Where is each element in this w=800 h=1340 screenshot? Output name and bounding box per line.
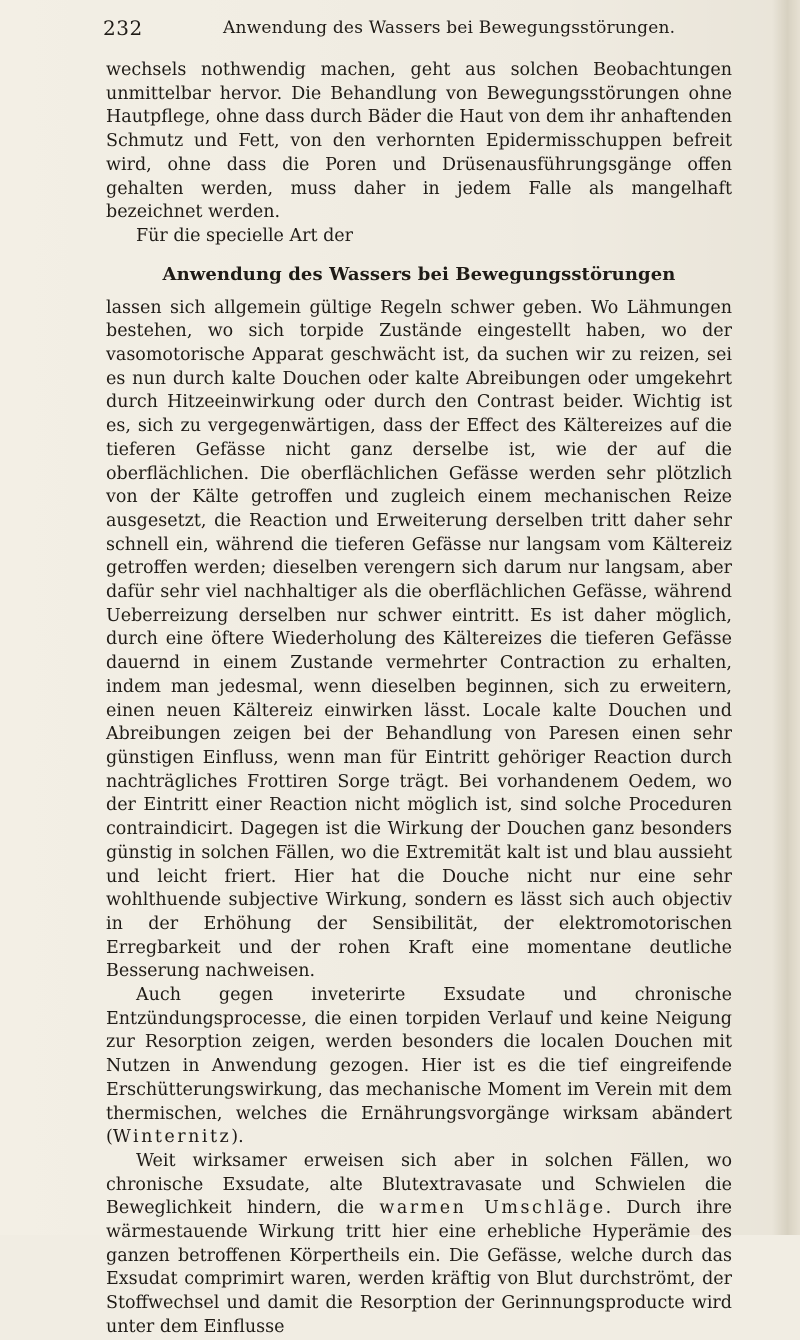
page-edge-shadow <box>772 0 800 1235</box>
emphasis-warmen-umschlaege: warmen Umschläge <box>379 1198 606 1219</box>
paragraph-4 <box>106 984 732 1150</box>
paragraph-5 <box>106 1150 732 1340</box>
page-header <box>103 16 735 48</box>
paragraph-3: lassen sich allgemein gültige Regeln schwer geben. Wo Lähmungen bestehen, wo sich torpide Zustände eingestellt haben, wo der vasomotorische Apparat geschwächt ist, da suchen wir zu reizen, sei es nun durch kalte Douchen oder kalte Abreibungen oder umgekehrt durch Hitzeeinwirkung oder durch den Contrast beider. Wichtig ist es, sich zu vergegenwärtigen, dass der Effect des Kältereizes auf die tieferen Gefässe nicht ganz derselbe ist, wie der auf die oberflächlichen. Die oberflächlichen Gefässe werden sehr plötzlich von der Kälte getroffen und zugleich einem mechanischen Reize ausgesetzt, die Reaction und Erweiterung derselben tritt daher sehr schnell ein, während die tieferen Gefässe nur langsam vom Kältereiz getroffen werden; dieselben verengern sich darum nur langsam, aber dafür sehr viel nachhaltiger als die oberflächlichen Gefässe, während Ueberreizung derselben nur schwer eintritt. Es ist daher möglich, durch eine öftere Wiederholung des Kältereizes die tieferen Gefässe dauernd in einem Zustande vermehrter Contraction zu erhalten, indem man jedesmal, wenn dieselben beginnen, sich zu erweitern, einen neuen Kältereiz einwirken lässt. Locale kalte Douchen und Abreibungen zeigen bei der Behandlung von Paresen einen sehr günstigen Einfluss, wenn man für Eintritt gehöriger Reaction durch nachträgliches Frottiren Sorge trägt. Bei vorhandenem Oedem, wo der Eintritt einer Reaction nicht möglich ist, sind solche Proceduren contraindicirt. Dagegen ist die Wirkung der Douchen ganz besonders günstig in solchen Fällen, wo die Extremität kalt ist und blau aussieht und leicht friert. Hier hat die Douche nicht nur eine sehr wohlthuende subjective Wirkung, sondern es lässt sich auch objectiv in der Erhöhung der Sensibilität, der elektromotorischen Erregbarkeit und der rohen Kraft eine momentane deutliche Besserung nachweisen. <box>106 297 732 982</box>
paragraph-1: wechsels nothwendig machen, geht aus solchen Beobachtungen unmittelbar hervor. Die Behandlung von Bewegungsstörungen ohne Hautpflege, ohne dass durch Bäder die Haut von dem ihr anhaftenden Schmutz und Fett, von den verhornten Epidermisschuppen befreit wird, ohne dass die Poren und Drüsenausführungsgänge offen gehalten werden, muss daher in jedem Falle als mangelhaft bezeichnet werden. <box>106 60 732 223</box>
running-head: Anwendung des Wassers bei Bewegungsstörungen. <box>223 18 676 38</box>
section-title: Anwendung des Wassers bei Bewegungsstörungen <box>162 263 676 285</box>
paragraph-5-end: . Durch ihre wärmestauende Wirkung tritt hier eine erhebliche Hyperämie des ganzen betroffenen Körpertheils ein. Die Gefässe, welche durch das Exsudat comprimirt waren, werden kräftig von Blut durchströmt, der Stoffwechsel und damit die Resorption der Gerinnungsproducte wird unter dem Einflusse <box>106 1198 732 1337</box>
body-text <box>106 59 732 1340</box>
paragraph-2: Für die specielle Art der <box>136 225 353 246</box>
page-number: 232 <box>103 16 143 40</box>
paragraph-4-end: ). <box>231 1127 244 1148</box>
author-name: Winternitz <box>112 1127 232 1148</box>
paragraph-4-text: Auch gegen inveterirte Exsudate und chronische Entzündungsprocesse, die einen torpiden Verlauf und keine Neigung zur Resorption zeigen, werden besonders die localen Douchen mit Nutzen in Anwendung gezogen. Hier ist es die tief eingreifende Erschütterungswirkung, das mechanische Moment im Verein mit dem thermischen, welches die Ernährungsvorgänge wirksam abändert ( <box>106 985 732 1148</box>
paragraph-5-text: Weit wirksamer erweisen sich aber in solchen Fällen, wo chronische Exsudate, alte Blutextravasate und Schwielen die Beweglichkeit hindern, die <box>106 1150 732 1219</box>
